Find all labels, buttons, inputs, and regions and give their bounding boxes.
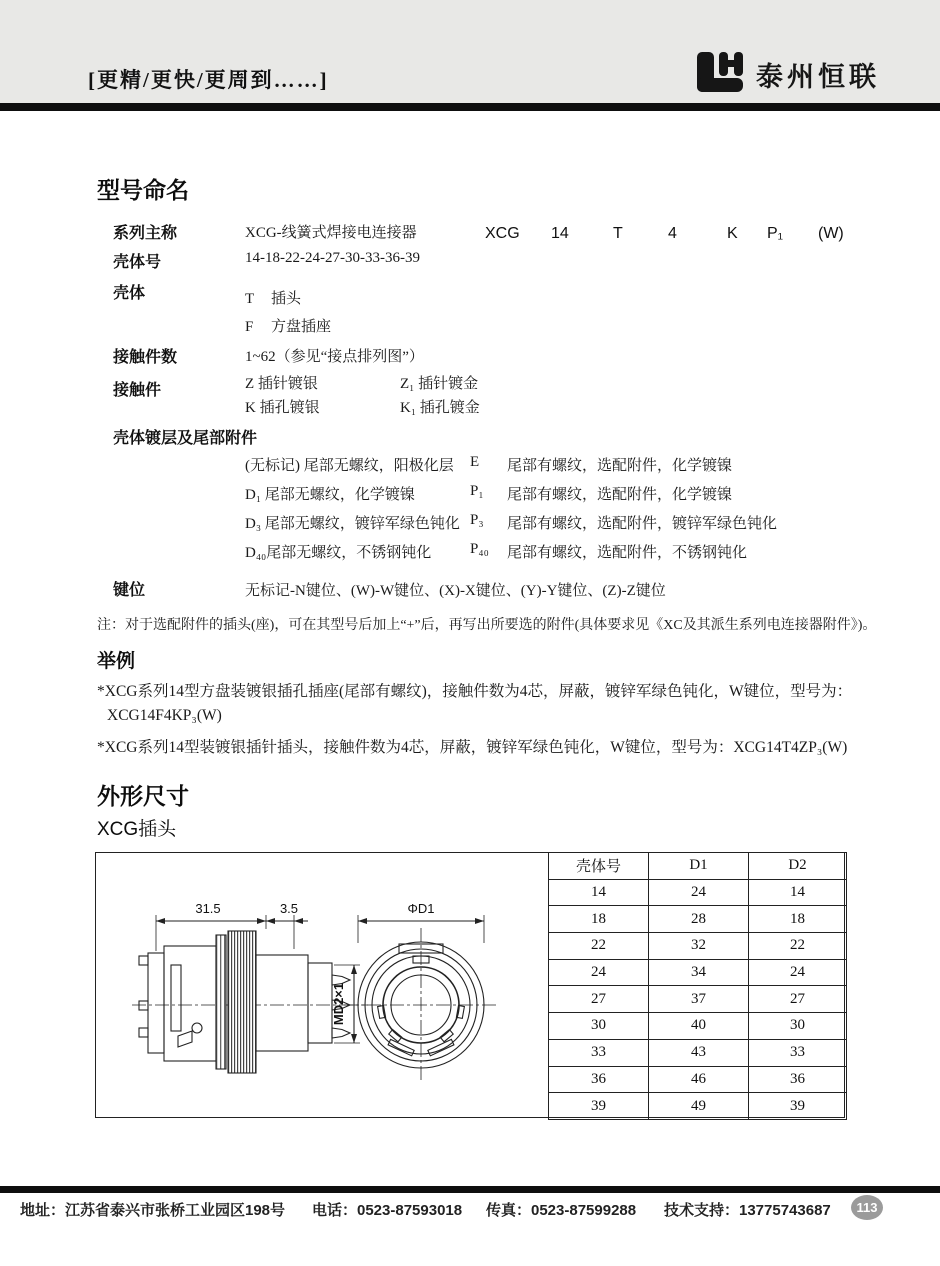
contact-k-silver: K 插孔镀银 [245,400,320,416]
table-header-row [549,853,847,880]
plating-row-4-rcode: P₄₀ [470,541,489,557]
naming-note: 注：对于选配附件的插头(座)，可在其型号后加上“+”后，再写出所要选的附件(具体要求见《XC及其派生系列电连接器附件》)。 [97,618,877,633]
code-part-series: XCG [485,225,520,242]
outline-drawing-box [95,852,845,1118]
plating-row-1 [245,454,733,475]
footer-phone: 电话：0523-87593018 [312,1202,463,1219]
table-row [549,906,847,933]
code-part-shellno: 14 [551,225,569,242]
dim-tail-label: 3.5 [279,901,299,916]
cell-shellno: 36 [549,1066,649,1093]
top-divider-bar [0,103,940,111]
header-slogan: [更精/更快/更周到……] [88,68,329,92]
col-header-shellno: 壳体号 [549,853,649,880]
brand-block [695,50,880,99]
shell-option-f-desc: 方盘插座 [271,319,332,335]
code-part-count: 4 [668,225,677,242]
table-row [549,986,847,1013]
cell-d1: 28 [649,906,749,933]
cell-shellno: 30 [549,1013,649,1040]
plating-row-2-rdesc: 尾部有螺纹，选配附件，化学镀镍 [507,487,733,503]
col-header-d1: D1 [649,853,749,880]
example-code-1: XCG14F4KP₃(W) [107,707,222,724]
example-line-1: *XCG系列14型方盘装镀银插孔插座(尾部有螺纹)，接触件数为4芯，屏蔽，镀锌军绿色钝化，W键位，型号为： [97,683,853,700]
shell-option-f [245,315,331,336]
cell-shellno: 14 [549,879,649,906]
example-line-2: *XCG系列14型装镀银插针插头，接触件数为4芯，屏蔽，镀锌军绿色钝化，W键位，型号为：XCG14T4ZP₃(W) [97,739,848,756]
brand-name: 泰州恒联 [756,62,880,92]
outline-subtitle: XCG插头 [97,819,177,840]
cell-shellno: 24 [549,959,649,986]
contact-k1-gold: K₁ 插孔镀金 [400,400,480,416]
contact-row-z [245,372,478,393]
code-part-shell: T [613,225,623,242]
cell-shellno: 18 [549,906,649,933]
code-part-tail: P₁ [767,225,784,242]
table-row [549,879,847,906]
cell-shellno: 22 [549,933,649,960]
cell-d1: 49 [649,1093,749,1120]
shell-option-t-code: T [245,291,255,307]
plating-row-3-rdesc: 尾部有螺纹，选配附件，镀锌军绿色钝化 [507,516,778,532]
shell-option-f-code: F [245,319,254,335]
cell-d2: 33 [749,1039,847,1066]
table-row [549,1039,847,1066]
series-label: 系列主称 [113,225,178,242]
plating-row-1-left: (无标记) 尾部无螺纹，阳极化层 [245,458,454,474]
plating-row-2-left: D₁ 尾部无螺纹，化学镀镍 [245,487,415,503]
plating-row-2 [245,483,733,504]
table-row [549,933,847,960]
section-title-outline: 外形尺寸 [97,783,189,809]
plating-row-4 [245,541,748,562]
plating-row-2-rcode: P₁ [470,483,484,499]
diameter-label: ΦD1 [407,901,435,916]
cell-d2: 27 [749,986,847,1013]
table-row [549,959,847,986]
footer-address: 地址：江苏省泰兴市张桥工业园区198号 [20,1202,286,1219]
table-row [549,1093,847,1120]
plating-row-3 [245,512,778,533]
table-row [549,1066,847,1093]
contact-count-label: 接触件数 [113,349,178,366]
cell-d1: 34 [649,959,749,986]
code-part-contact: K [727,225,738,242]
plating-row-3-rcode: P₃ [470,512,484,528]
keyway-label: 键位 [113,582,146,599]
bottom-divider-bar [0,1186,940,1193]
cell-d1: 43 [649,1039,749,1066]
cell-d1: 40 [649,1013,749,1040]
cell-d1: 24 [649,879,749,906]
cell-d2: 18 [749,906,847,933]
cell-d1: 46 [649,1066,749,1093]
cell-d2: 24 [749,959,847,986]
col-header-d2: D2 [749,853,847,880]
table-row [549,1013,847,1040]
cell-d2: 14 [749,879,847,906]
footer-fax: 传真：0523-87599288 [486,1202,637,1219]
cell-d2: 30 [749,1013,847,1040]
shellno-value: 14-18-22-24-27-30-33-36-39 [245,250,420,266]
plating-row-4-left: D₄₀尾部无螺纹，不锈钢钝化 [245,545,432,561]
plating-row-1-rcode: E [470,454,480,470]
contact-label: 接触件 [113,382,162,399]
shellno-label: 壳体号 [113,254,162,271]
cell-d2: 39 [749,1093,847,1120]
keyway-value: 无标记-N键位、(W)-W键位、(X)-X键位、(Y)-Y键位、(Z)-Z键位 [245,583,666,599]
connector-technical-drawing [96,853,548,1117]
cell-shellno: 27 [549,986,649,1013]
cell-shellno: 33 [549,1039,649,1066]
lh-logo-icon [695,50,747,99]
cell-d1: 32 [649,933,749,960]
shell-option-t [245,287,301,308]
page-number-badge: 113 [851,1195,883,1220]
examples-title: 举例 [97,651,136,672]
code-part-keyway: (W) [818,225,844,242]
cell-d1: 37 [649,986,749,1013]
plating-label: 壳体镀层及尾部附件 [113,430,258,447]
cell-d2: 36 [749,1066,847,1093]
contact-z1-gold: Z₁ 插针镀金 [400,376,479,392]
plating-row-1-rdesc: 尾部有螺纹，选配附件，化学镀镍 [507,458,733,474]
plating-row-4-rdesc: 尾部有螺纹，选配附件，不锈钢钝化 [507,545,748,561]
footer-support: 技术支持：13775743687 [664,1202,831,1219]
plating-row-3-left: D₃ 尾部无螺纹，镀锌军绿色钝化 [245,516,460,532]
dimensions-table [548,852,847,1120]
cell-shellno: 39 [549,1093,649,1120]
section-title-model-naming: 型号命名 [97,177,189,203]
cell-d2: 22 [749,933,847,960]
shell-option-t-desc: 插头 [271,291,302,307]
dim-length-label: 31.5 [195,901,221,916]
contact-count-value: 1~62（参见“接点排列图”） [245,349,424,365]
thread-spec-label: MD2×1 [331,982,346,1026]
contact-row-k [245,396,480,417]
contact-z-silver: Z 插针镀银 [245,376,318,392]
shell-label: 壳体 [113,285,146,302]
series-value: XCG-线簧式焊接电连接器 [245,225,417,241]
